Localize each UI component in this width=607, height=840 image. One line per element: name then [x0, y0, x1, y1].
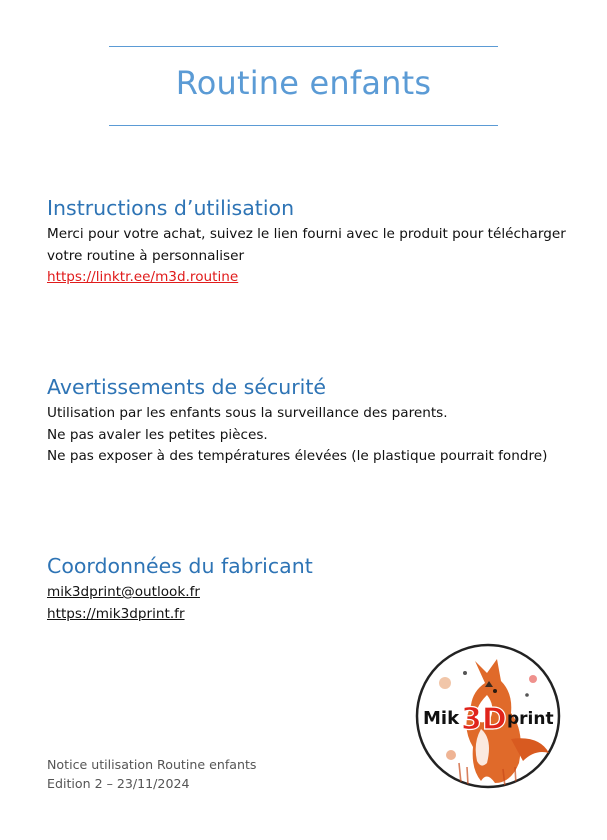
routine-download-link[interactable]: https://linktr.ee/m3d.routine: [47, 269, 239, 285]
footer: [47, 755, 256, 793]
instructions-heading: Instructions d’utilisation: [47, 196, 295, 220]
title-rule-top: [109, 46, 498, 47]
safety-section: [47, 374, 577, 468]
safety-heading: Avertissements de sécurité: [47, 375, 326, 399]
website-link[interactable]: https://mik3dprint.fr: [47, 605, 185, 622]
logo-text-3d: 3D: [461, 702, 507, 737]
contact-section: [47, 553, 577, 625]
instructions-line-1: Merci pour votre achat, suivez le lien fourni avec le produit pour télécharger: [47, 226, 566, 242]
page-title: Routine enfants: [175, 64, 432, 102]
instructions-section: [47, 195, 577, 289]
footer-title: Notice utilisation Routine enfants: [47, 757, 257, 772]
safety-line-1: Utilisation par les enfants sous la surveillance des parents.: [47, 405, 448, 421]
instructions-line-2: votre routine à personnaliser: [47, 247, 245, 264]
logo-text-print: print: [507, 709, 554, 729]
safety-line-3: Ne pas exposer à des températures élevées (le plastique pourrait fondre): [47, 448, 548, 464]
fox-logo-icon: [415, 643, 561, 789]
mik3dprint-logo: [415, 643, 561, 789]
footer-edition: Edition 2 – 23/11/2024: [47, 776, 190, 791]
logo-text-mik: Mik: [423, 708, 460, 729]
contact-heading: Coordonnées du fabricant: [47, 554, 313, 578]
title-rule-bottom: [109, 125, 498, 126]
email-link[interactable]: mik3dprint@outlook.fr: [47, 584, 200, 600]
safety-line-2: Ne pas avaler les petites pièces.: [47, 426, 268, 443]
